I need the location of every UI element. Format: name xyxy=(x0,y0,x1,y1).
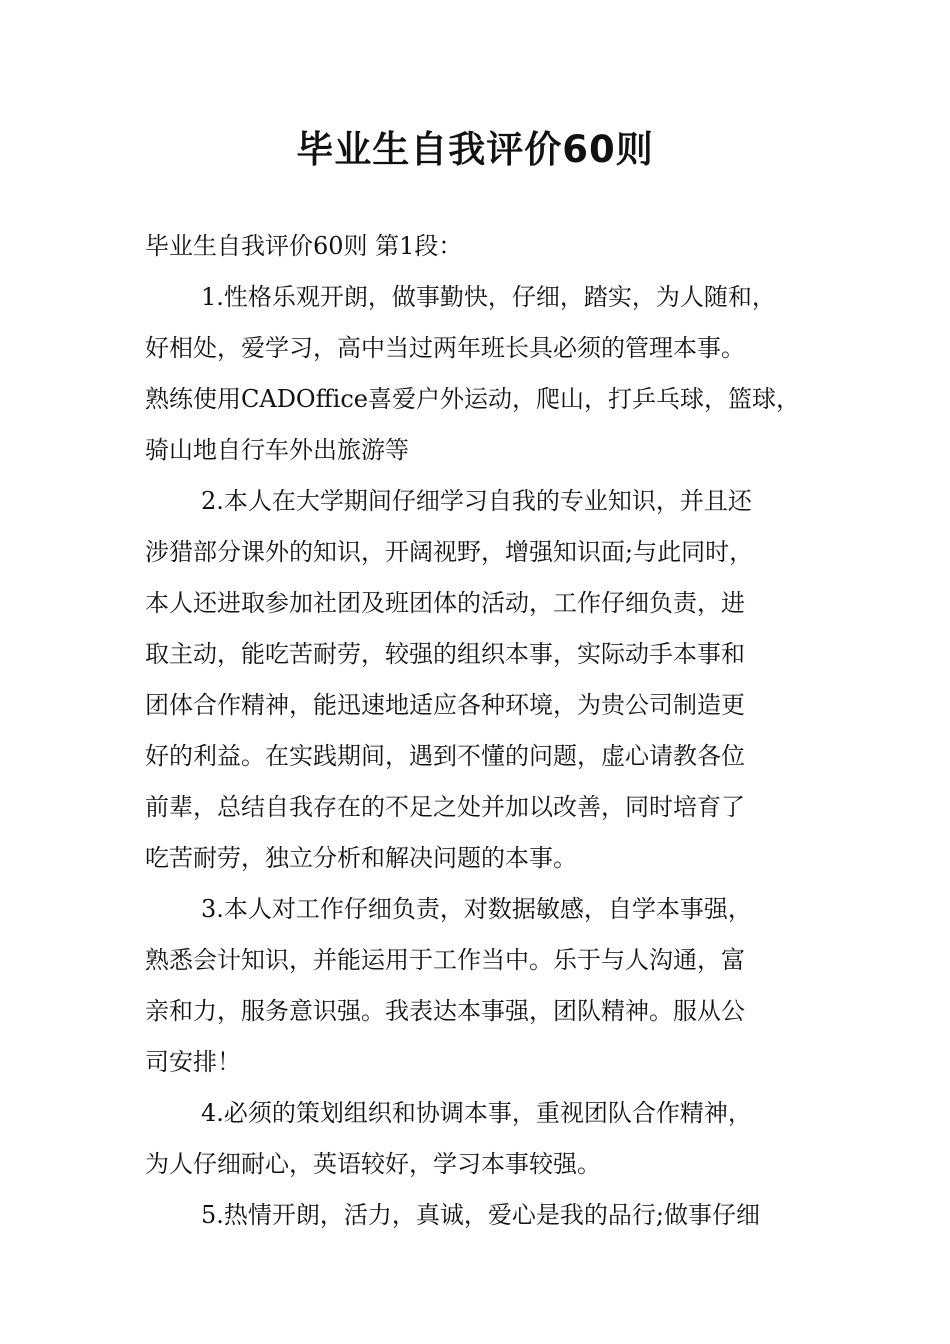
text-line: 前辈，总结自我存在的不足之处并加以改善，同时培育了 xyxy=(145,793,745,821)
text-line: 本人还进取参加社团及班团体的活动，工作仔细负责，进 xyxy=(145,589,745,617)
text-line: 司安排！ xyxy=(145,1048,241,1076)
text-line: 好相处，爱学习，高中当过两年班长具必须的管理本事。 xyxy=(145,334,745,362)
text-line: 团体合作精神，能迅速地适应各种环境，为贵公司制造更 xyxy=(145,691,745,719)
text-line: 4.必须的策划组织和协调本事，重视团队合作精神， xyxy=(201,1099,752,1127)
text-line: 取主动，能吃苦耐劳，较强的组织本事，实际动手本事和 xyxy=(145,640,745,668)
text-line: 为人仔细耐心，英语较好，学习本事较强。 xyxy=(145,1150,601,1178)
document-title: 毕业生自我评价60则 xyxy=(296,128,654,171)
text-line: 1.性格乐观开朗，做事勤快，仔细，踏实，为人随和， xyxy=(201,283,776,311)
text-line: 熟练使用CADOffice喜爱户外运动，爬山，打乒乓球，篮球， xyxy=(145,385,800,413)
text-line: 5.热情开朗，活力，真诚，爱心是我的品行;做事仔细 xyxy=(201,1201,760,1229)
text-line: 毕业生自我评价60则 第1段： xyxy=(145,232,463,260)
text-line: 3.本人对工作仔细负责，对数据敏感，自学本事强， xyxy=(201,895,752,923)
document-body xyxy=(145,221,817,1241)
text-line: 吃苦耐劳，独立分析和解决问题的本事。 xyxy=(145,844,577,872)
text-line: 骑山地自行车外出旅游等 xyxy=(145,436,409,464)
text-line: 好的利益。在实践期间，遇到不懂的问题，虚心请教各位 xyxy=(145,742,745,770)
text-line: 涉猎部分课外的知识，开阔视野，增强知识面;与此同时， xyxy=(145,538,754,566)
text-line: 熟悉会计知识，并能运用于工作当中。乐于与人沟通，富 xyxy=(145,946,745,974)
text-line: 亲和力，服务意识强。我表达本事强，团队精神。服从公 xyxy=(145,997,745,1025)
text-line: 2.本人在大学期间仔细学习自我的专业知识，并且还 xyxy=(201,487,752,515)
